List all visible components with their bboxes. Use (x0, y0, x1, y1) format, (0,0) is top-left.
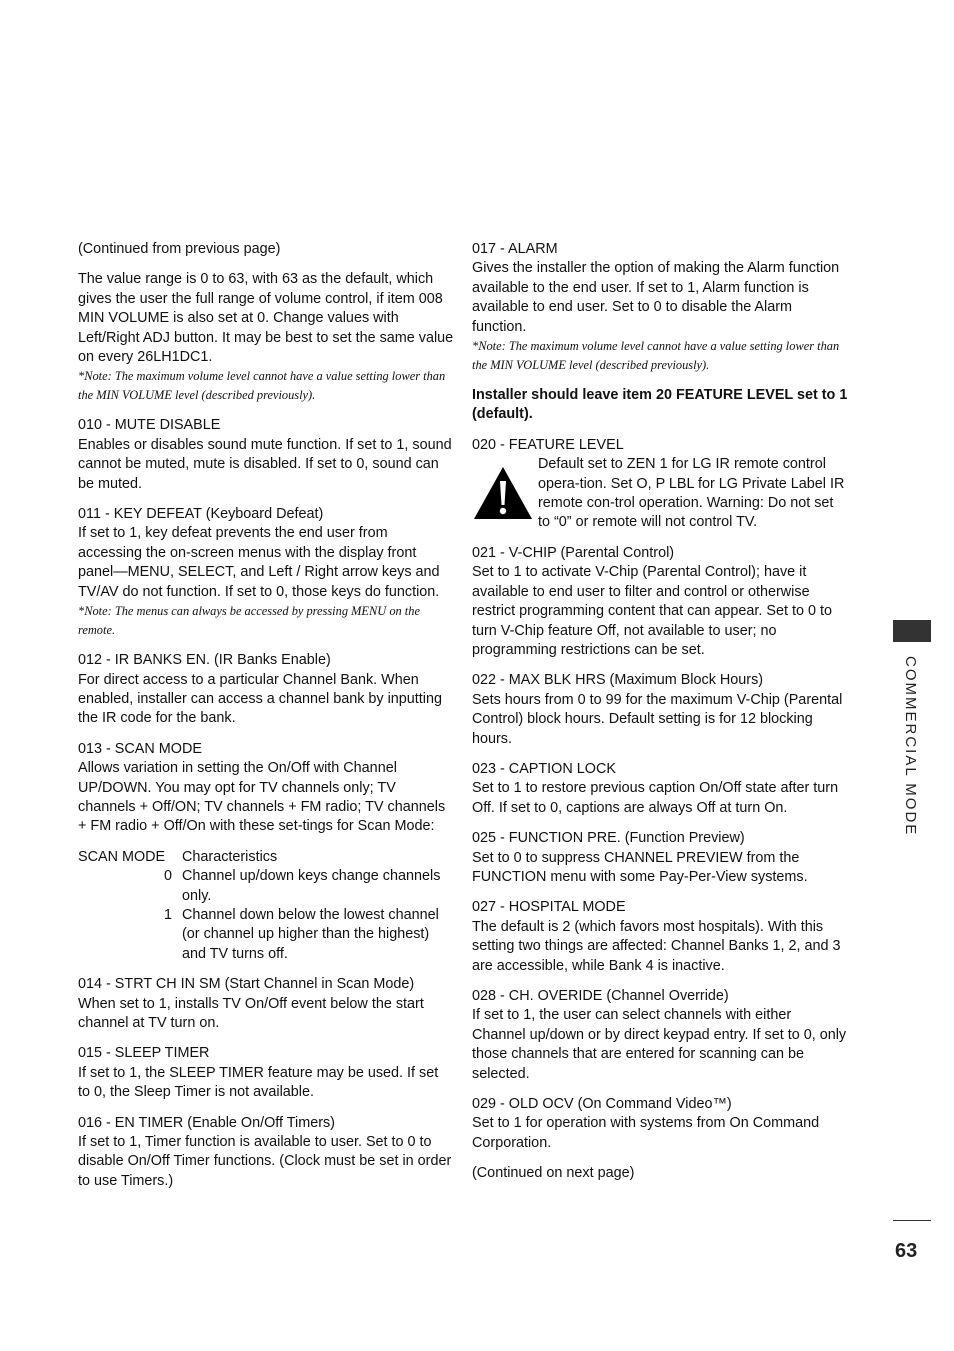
section-017-note: *Note: The maximum volume level cannot have a value setting lower than the MIN VOLUME level (described previously). (472, 339, 840, 373)
table-row (78, 867, 454, 906)
scan-mode-value: 0 (163, 868, 172, 885)
scan-mode-description: Channel down below the lowest channel (or channel up higher than the highest) and TV turns off. (182, 906, 439, 962)
section-022-body: Sets hours from 0 to 99 for the maximum V-Chip (Parental Control) block hours. Default setting is for 12 blocking hours. (472, 691, 843, 747)
section-011 (78, 505, 454, 640)
section-012 (78, 651, 454, 729)
section-029 (472, 1095, 848, 1153)
section-014 (78, 975, 454, 1033)
section-010 (78, 416, 454, 494)
section-023 (472, 760, 848, 818)
section-015-title: 015 - SLEEP TIMER (78, 1045, 210, 1062)
section-028-title: 028 - CH. OVERIDE (Channel Override) (472, 988, 729, 1004)
section-012-title: 012 - IR BANKS EN. (IR Banks Enable) (78, 652, 331, 669)
section-029-title: 029 - OLD OCV (On Command Video™) (472, 1096, 732, 1113)
intro-paragraph: The value range is 0 to 63, with 63 as the default, which gives the user the full range of volume control, if item 008 MIN VOLUME is also set at 0. Change values with Left/Right ADJ button. It may be best to set the same value on every 26LH1DC1. (78, 271, 454, 366)
page-number: 63 (895, 1240, 918, 1262)
section-028 (472, 987, 848, 1084)
section-023-body: Set to 1 to restore previous caption On/Off state after turn Off. If set to 0, captions are always Off at turn On. (472, 780, 839, 816)
volume-range-section (78, 270, 454, 405)
section-011-title: 011 - KEY DEFEAT (Keyboard Defeat) (78, 506, 324, 523)
continued-on-text: (Continued on next page) (472, 1165, 635, 1182)
section-022 (472, 671, 848, 749)
characteristics-column-header: Characteristics (182, 848, 278, 865)
section-027-body: The default is 2 (which favors most hospitals). With this setting two things are affected: Channel Banks 1, 2, and 3 are accessible, while Bank 4 is inactive. (472, 918, 841, 974)
page-number-rule (893, 1220, 931, 1221)
section-029-body: Set to 1 for operation with systems from On Command Corporation. (472, 1115, 820, 1151)
section-021 (472, 544, 848, 660)
section-016-title: 016 - EN TIMER (Enable On/Off Timers) (78, 1114, 335, 1131)
section-014-title: 014 - STRT CH IN SM (Start Channel in Scan Mode) (78, 976, 415, 993)
section-010-title: 010 - MUTE DISABLE (78, 417, 221, 434)
warning-triangle-icon (472, 455, 538, 533)
section-020-title: 020 - FEATURE LEVEL (472, 436, 624, 453)
section-028-body: If set to 1, the user can select channels with either Channel up/down or by direct keypad entry. If set to 0, only those channels that are entered for scanning can be selected. (472, 1007, 847, 1082)
intro-note: *Note: The maximum volume level cannot have a value setting lower than the MIN VOLUME level (described previously). (78, 369, 446, 403)
table-row (78, 906, 454, 964)
section-023-title: 023 - CAPTION LOCK (472, 760, 616, 777)
section-027 (472, 898, 848, 976)
section-017-title: 017 - ALARM (472, 241, 558, 257)
right-column (472, 240, 848, 1184)
installer-note: Installer should leave item 20 FEATURE LEVEL set to 1 (default). (472, 387, 848, 423)
scan-mode-description: Channel up/down keys change channels only. (182, 868, 441, 904)
section-012-body: For direct access to a particular Channel Bank. When enabled, installer can access a channel bank by inputting the IR code for the bank. (78, 671, 443, 727)
continued-from-text: (Continued from previous page) (78, 241, 281, 257)
section-020-body: Default set to ZEN 1 for LG IR remote control opera-tion. Set O, P LBL for LG Private Label IR remote con-trol operation. Warning: Do not set to “0” or remote will not control TV. (538, 456, 845, 531)
section-013-title: 013 - SCAN MODE (78, 740, 202, 757)
section-020 (472, 436, 848, 533)
scan-mode-table (78, 848, 454, 964)
section-011-note: *Note: The menus can always be accessed by pressing MENU on the remote. (78, 604, 420, 638)
section-016 (78, 1114, 454, 1192)
section-014-body: When set to 1, installs TV On/Off event below the start channel at TV turn on. (78, 995, 424, 1031)
warning-box (472, 455, 848, 533)
scan-mode-value: 1 (163, 906, 172, 923)
side-section-label (895, 656, 929, 846)
scan-mode-column-header: SCAN MODE (78, 848, 166, 865)
section-015 (78, 1044, 454, 1102)
section-011-body: If set to 1, key defeat prevents the end user from accessing the on-screen menus with the display front panel—MENU, SELECT, and Left / Right arrow keys and TV/AV do not function. If set to 0, those keys do function. (78, 525, 440, 600)
section-025-body: Set to 0 to suppress CHANNEL PREVIEW from the FUNCTION menu with some Pay-Per-View systems. (472, 849, 808, 885)
section-010-body: Enables or disables sound mute function. If set to 1, sound cannot be muted, mute is disabled. If set to 0, sound can be muted. (78, 436, 452, 492)
side-tab-marker (893, 620, 931, 642)
section-016-body: If set to 1, Timer function is available to user. Set to 0 to disable On/Off Timer functions. (Clock must be set in order to use Timers.) (78, 1134, 452, 1189)
section-022-title: 022 - MAX BLK HRS (Maximum Block Hours) (472, 672, 764, 689)
section-021-title: 021 - V-CHIP (Parental Control) (472, 544, 675, 561)
section-013 (78, 740, 454, 837)
section-013-body: Allows variation in setting the On/Off with Channel UP/DOWN. You may opt for TV channels only; TV channels + Off/ON; TV channels + FM radio; TV channels + FM radio + Off/On with these set-tings for Scan Mode: (78, 760, 446, 835)
section-025-title: 025 - FUNCTION PRE. (Function Preview) (472, 830, 745, 847)
section-017-body: Gives the installer the option of making the Alarm function available to the end user. If set to 1, Alarm function is available to end user. Set to 0 to disable the Alarm function. (472, 260, 840, 335)
section-015-body: If set to 1, the SLEEP TIMER feature may be used. If set to 0, the Sleep Timer is not available. (78, 1064, 439, 1101)
section-017 (472, 240, 848, 375)
side-section-label-text: COMMERCIAL MODE (902, 656, 919, 837)
section-027-title: 027 - HOSPITAL MODE (472, 899, 626, 916)
section-025 (472, 829, 848, 887)
left-column (78, 240, 454, 1202)
scan-mode-table-header (78, 848, 454, 867)
section-021-body: Set to 1 to activate V-Chip (Parental Control); have it available to end user to filter and control or otherwise restrict programming content that can appear. Set to 0 to turn V-Chip feature Off, not available to user; no programming restrictions can be set. (472, 564, 832, 658)
